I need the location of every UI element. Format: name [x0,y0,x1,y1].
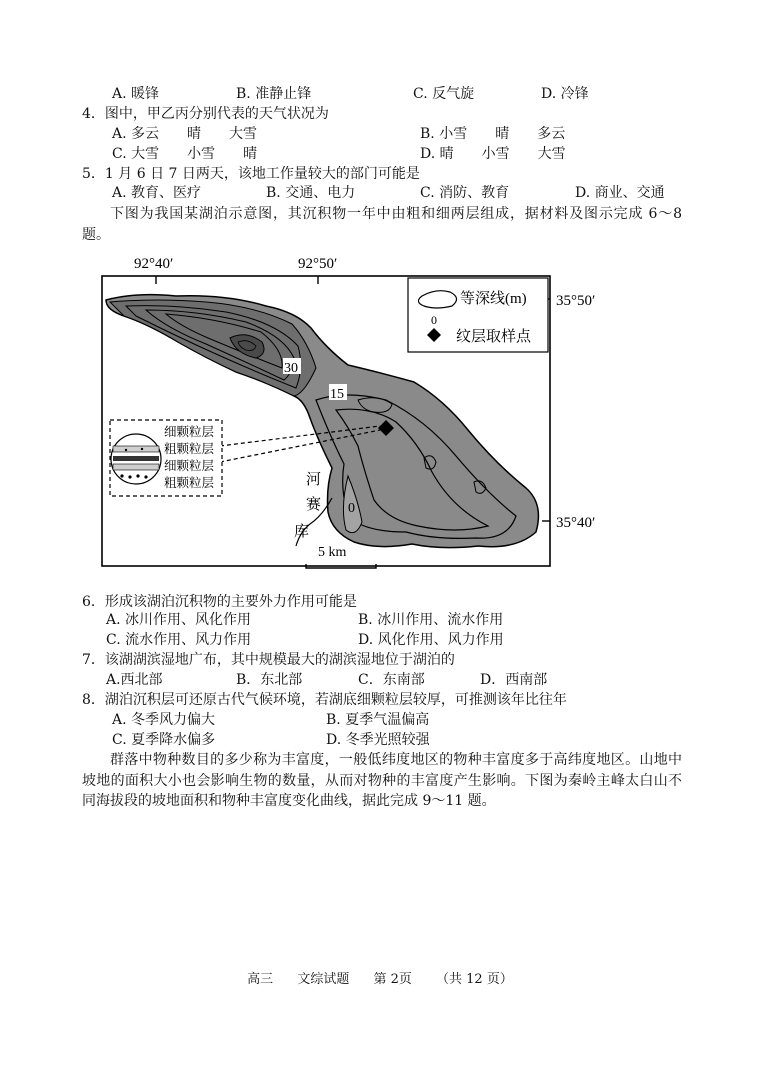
q6-option-a: A. 冰川作用、风化作用 [106,612,252,628]
river-char-3: 库 [294,524,310,540]
q7-stem: 7．该湖湖滨湿地广布，其中规模最大的湖滨湿地位于湖泊的 [82,652,455,668]
q3-option-d: D. 冷锋 [541,86,589,102]
page-footer [0,968,760,987]
contour-label-30: 30 [284,361,298,376]
lat-label-2: 35°40′ [556,515,596,531]
q7-option-c: C．东南部 [358,672,425,688]
river-char-2: 赛 [306,497,322,513]
scale-label: 5 km [318,545,347,560]
footer-grade: 高三 [247,972,274,987]
layer-label-3: 细颗粒层 [164,459,215,473]
q5-option-b: B. 交通、电力 [266,185,356,201]
layer-label-4: 粗颗粒层 [164,476,215,490]
q7-option-b: B．东北部 [236,672,303,688]
footer-total: （共 12 页） [436,972,513,987]
q8-option-b: B. 夏季气温偏高 [326,712,430,728]
q5-option-a: A. 教育、医疗 [112,185,202,201]
q5-option-c: C. 消防、教育 [420,185,510,201]
footer-subject: 文综试题 [297,972,350,987]
q3-option-a: A. 暖锋 [112,86,160,102]
legend-contour-label: 等深线(m) [460,291,527,307]
lon-label-1: 92°40′ [134,256,174,272]
river-char-1: 河 [306,472,322,488]
contour-label-15: 15 [330,387,344,402]
legend-contour-value: 0 [431,313,437,327]
q4-stem: 4．图中，甲乙丙分别代表的天气状况为 [82,106,329,122]
lat-label-1: 35°50′ [556,293,596,309]
intro-9-11: 群落中物种数目的多少称为丰富度，一般低纬度地区的物种丰富度多于高纬度地区。山地中坡地的面积大小也会影响生物的数量，从而对物种的丰富度产生影响。下图为秦岭主峰太白山不同海拔段的坡地面积和物种丰富度变化曲线，据此完成 9～11 题。 [82,752,682,809]
q7-option-d: D．西南部 [480,672,548,688]
q3-option-c: C. 反气旋 [413,86,475,102]
q3-option-b: B. 准静止锋 [236,86,312,102]
q4-option-a: A. 多云 晴 大雪 [112,126,258,142]
q4-option-c: C. 大雪 小雪 晴 [112,146,258,162]
q6-stem: 6．形成该湖泊沉积物的主要外力作用可能是 [82,594,357,610]
layer-label-2: 粗颗粒层 [164,442,215,456]
q8-stem: 8．湖泊沉积层可还原古代气候环境，若湖底细颗粒层较厚，可推测该年比往年 [82,692,567,708]
intro-6-8: 下图为我国某湖泊示意图，其沉积物一年中由粗和细两层组成，据材料及图示完成 6～8 题。 [82,206,682,243]
contour-label-0: 0 [348,501,355,516]
footer-page: 第 2页 [373,972,412,987]
q8-option-a: A. 冬季风力偏大 [112,712,216,728]
q8-option-c: C. 夏季降水偏多 [112,732,216,748]
q4-option-d: D. 晴 小雪 大雪 [420,146,566,162]
q7-option-a: A.西北部 [106,672,163,688]
q6-option-c: C. 流水作用、风力作用 [106,632,252,648]
layer-label-1: 细颗粒层 [164,425,215,439]
legend-sample-label: 纹层取样点 [456,329,532,345]
q6-option-d: D. 风化作用、风力作用 [358,632,504,648]
lon-label-2: 92°50′ [298,256,338,272]
lake-map [96,250,616,585]
q4-option-b: B. 小雪 晴 多云 [420,126,566,142]
q8-option-d: D. 冬季光照较强 [326,732,430,748]
q5-option-d: D. 商业、交通 [575,185,665,201]
q5-stem: 5．1 月 6 日 7 日两天，该地工作量较大的部门可能是 [82,166,420,182]
q6-option-b: B. 冰川作用、流水作用 [358,612,504,628]
